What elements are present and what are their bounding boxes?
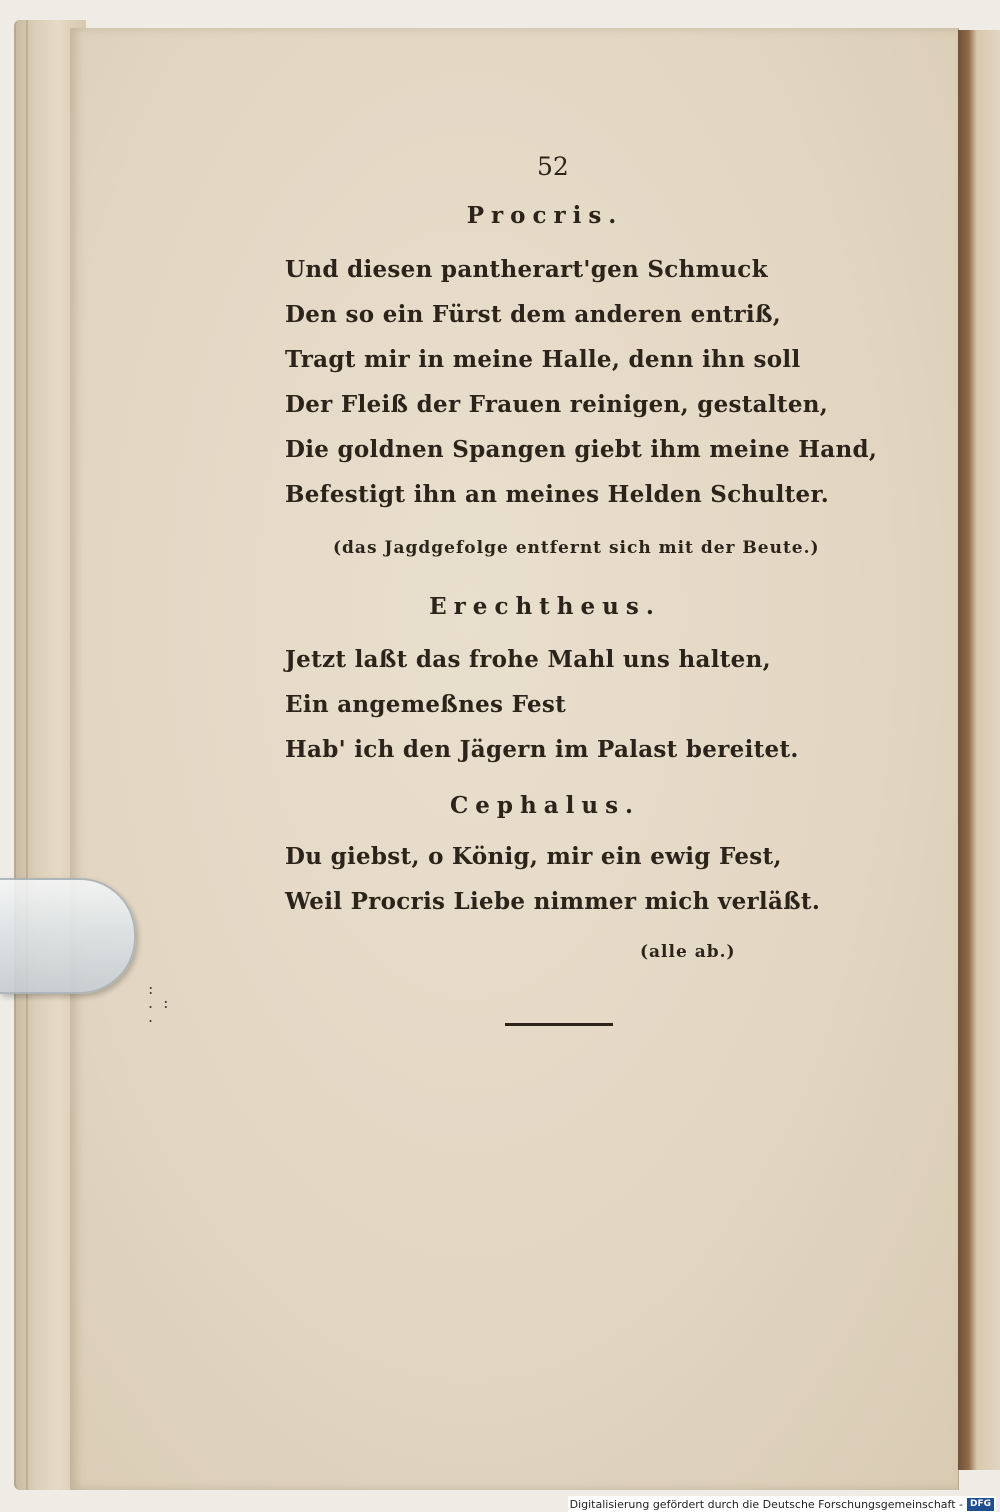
dfg-logo: DFG — [967, 1498, 994, 1511]
facing-page-edge — [958, 30, 1000, 1470]
credit-text: Digitalisierung gefördert durch die Deutsche Forschungsgemeinschaft - — [569, 1497, 963, 1511]
verse-line: Ein angemeßnes Fest — [285, 691, 567, 718]
verse-line: Weil Procris Liebe nimmer mich verläßt. — [285, 888, 821, 915]
section-end-rule — [505, 1023, 613, 1026]
verse-line: Hab' ich den Jägern im Palast bereitet. — [285, 736, 799, 763]
verse-line: Und diesen pantherart'gen Schmuck — [285, 256, 768, 283]
page-number: 52 — [537, 152, 569, 181]
stage-direction: (das Jagdgefolge entfernt sich mit der Beute.) — [333, 538, 820, 558]
verse-line: Du giebst, o König, mir ein ewig Fest, — [285, 843, 782, 870]
page-holder-tab — [0, 878, 136, 994]
verse-line: Den so ein Fürst dem anderen entriß, — [285, 301, 782, 328]
speaker-heading: Procris. — [466, 202, 624, 229]
verse-line: Befestigt ihn an meines Helden Schulter. — [285, 481, 830, 508]
speaker-heading: Cephalus. — [449, 792, 641, 819]
margin-marks: : .: . — [148, 979, 179, 1026]
stage-direction: (alle ab.) — [640, 942, 736, 962]
verse-line: Jetzt laßt das frohe Mahl uns halten, — [285, 646, 771, 673]
verse-line: Tragt mir in meine Halle, denn ihn soll — [285, 346, 801, 373]
speaker-heading: Erechtheus. — [429, 593, 661, 620]
verse-line: Der Fleiß der Frauen reinigen, gestalten, — [285, 391, 829, 418]
verse-line: Die goldnen Spangen giebt ihm meine Hand, — [285, 436, 878, 463]
digitization-credit — [568, 1496, 996, 1512]
